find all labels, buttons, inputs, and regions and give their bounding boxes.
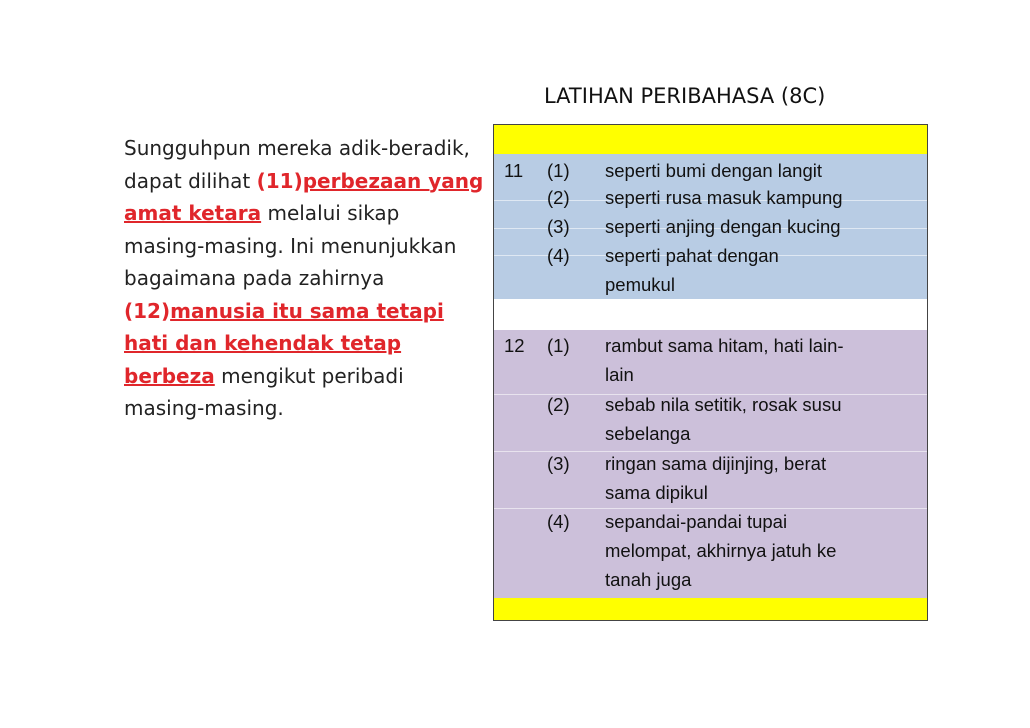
q11-option-3-label: (3)	[547, 216, 570, 237]
passage-part-3: mengikut peribadi masing-masing.	[124, 363, 404, 420]
highlight-12-phrase: manusia itu sama tetapi hati dan kehendak tetap berbeza	[124, 298, 444, 388]
q12-option-3-text-line-1: ringan sama dijinjing, berat	[605, 453, 827, 474]
question-12-number: 12	[504, 335, 525, 356]
question-11-number: 11	[504, 160, 524, 181]
q12-option-3-text-line-2: sama dipikul	[605, 482, 708, 503]
q12-option-1-text-line-2: lain	[605, 364, 634, 385]
spacer-band	[494, 299, 927, 330]
passage-part-1: Sungguhpun mereka adik-beradik, dapat dilihat	[124, 136, 470, 193]
highlight-11-phrase: perbezaan yang amat ketara	[124, 168, 484, 225]
q12-option-4-label: (4)	[547, 511, 570, 532]
q11-option-4-label: (4)	[547, 245, 570, 266]
q12-option-4-text-line-1: sepandai-pandai tupai	[605, 511, 788, 532]
table-footer-band	[494, 598, 927, 621]
q11-option-2-text: seperti rusa masuk kampung	[605, 187, 843, 208]
q11-option-4-text-line-1: seperti pahat dengan	[605, 245, 779, 266]
highlight-11-number: (11)	[256, 168, 303, 193]
q11-option-3-text: seperti anjing dengan kucing	[605, 216, 841, 237]
q12-option-1-text-line-1: rambut sama hitam, hati lain-	[605, 335, 844, 356]
q12-option-2-text-line-1: sebab nila setitik, rosak susu	[605, 394, 842, 415]
table-header-band	[494, 125, 927, 154]
passage-part-2: melalui sikap masing-masing. Ini menunjukkan bagaimana pada zahirnya	[124, 201, 457, 290]
q11-option-4-text-line-2: pemukul	[605, 274, 675, 295]
q12-option-4-text-line-3: tanah juga	[605, 569, 692, 590]
q11-option-2-label: (2)	[547, 187, 570, 208]
q11-option-1-text: seperti bumi dengan langit	[605, 160, 823, 181]
q12-option-2-text-line-2: sebelanga	[605, 423, 691, 444]
highlight-12-number: (12)	[124, 298, 171, 323]
q11-option-1-label: (1)	[547, 160, 570, 181]
page-title: LATIHAN PERIBAHASA (8C)	[544, 84, 826, 108]
q12-option-2-label: (2)	[547, 394, 570, 415]
passage-text	[124, 132, 484, 425]
row-divider	[494, 508, 927, 509]
answer-table	[493, 124, 928, 621]
q12-option-4-text-line-2: melompat, akhirnya jatuh ke	[605, 540, 837, 561]
q12-option-1-label: (1)	[547, 335, 570, 356]
q12-option-3-label: (3)	[547, 453, 570, 474]
